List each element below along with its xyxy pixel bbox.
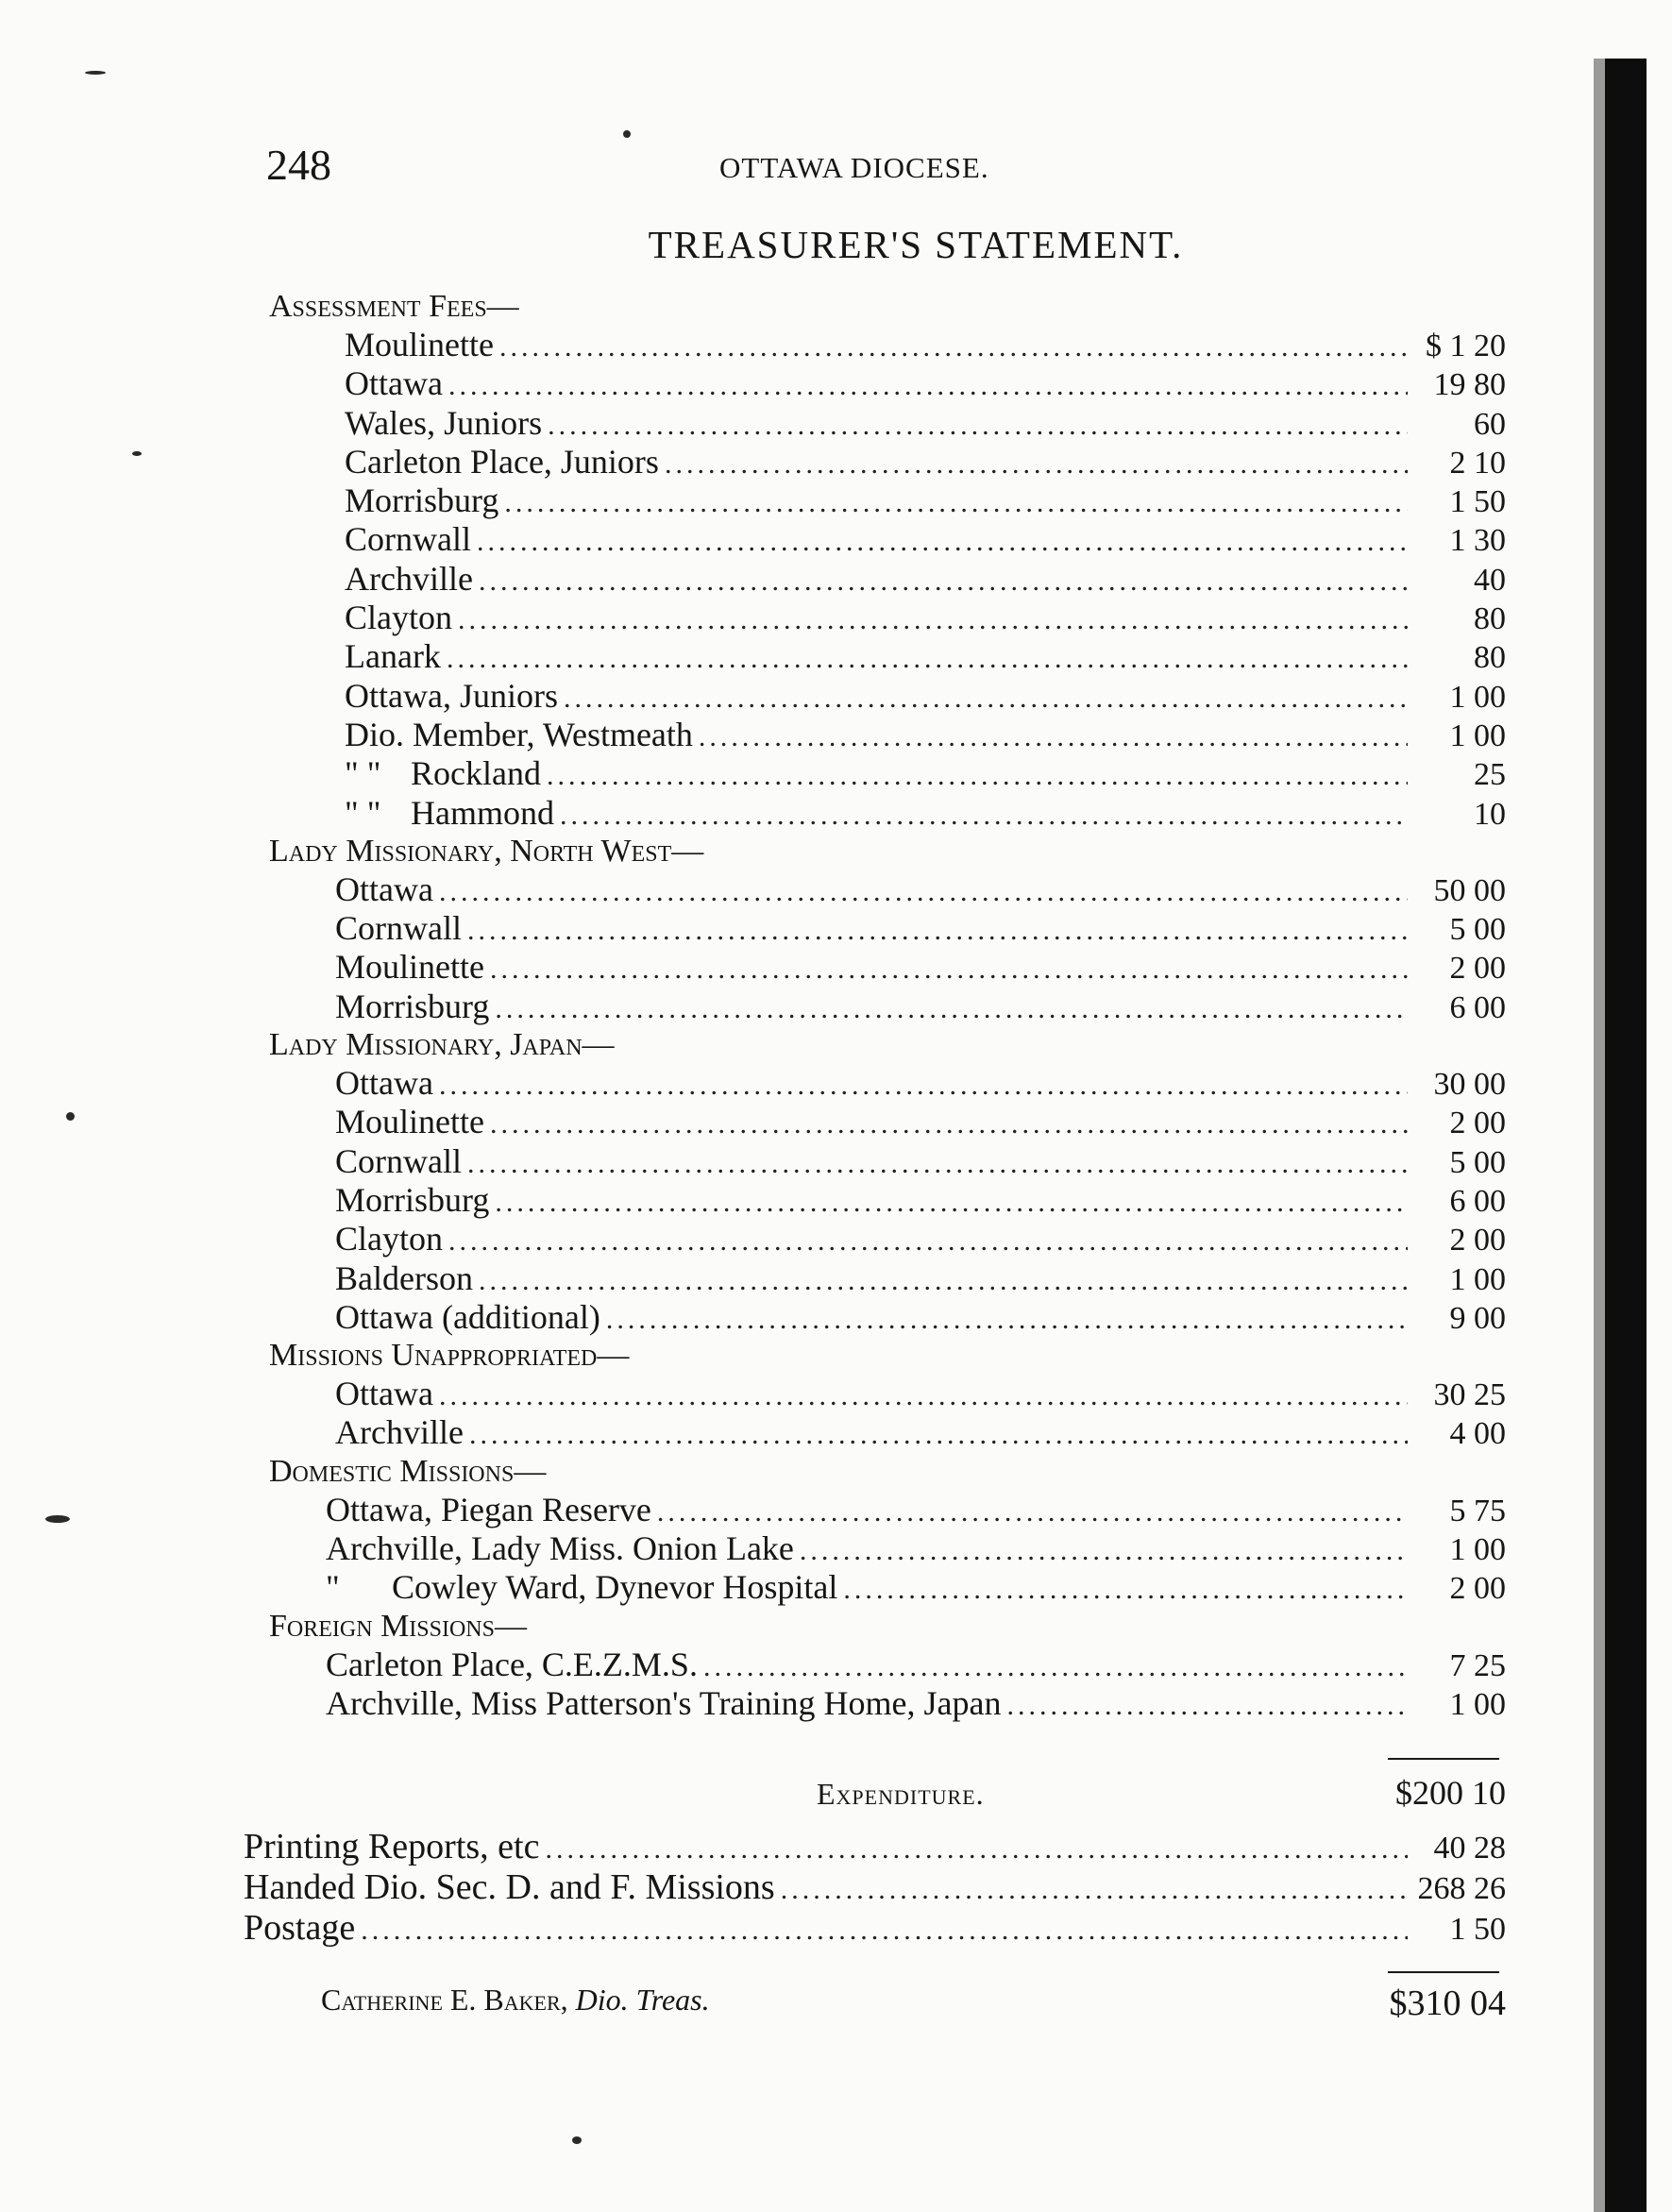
dot-leader xyxy=(490,1105,1408,1143)
ledger-row-amount: 19 80 xyxy=(1433,367,1506,403)
ledger-row-amount: 80 xyxy=(1474,601,1506,637)
dot-leader xyxy=(447,639,1408,678)
treasurer-signature xyxy=(321,1983,710,2018)
ledger-row-amount: 2 00 xyxy=(1449,1571,1506,1607)
dot-leader xyxy=(1006,1686,1408,1725)
ledger-row xyxy=(260,1491,1506,1529)
grand-total: $310 04 xyxy=(1389,1984,1506,2023)
ledger-row-label: Morrisburg xyxy=(335,1180,490,1219)
ledger-row-label: Ottawa xyxy=(335,1375,433,1413)
ledger-row-amount: 268 26 xyxy=(1417,1871,1506,1906)
ledger-row-amount: 2 10 xyxy=(1449,445,1506,481)
ledger-row-amount: 30 25 xyxy=(1433,1377,1506,1413)
dot-leader xyxy=(657,1493,1408,1531)
ledger-row-label: Wales, Juniors xyxy=(345,403,543,442)
ledger-row xyxy=(260,637,1506,676)
ledger-row-label: Archville xyxy=(335,1413,464,1452)
treasurer-name: Catherine E. Baker, xyxy=(321,1983,568,2017)
ledger-row xyxy=(260,1298,1506,1337)
receipts-ledger xyxy=(260,288,1506,1723)
ledger-row xyxy=(260,1220,1506,1258)
ledger-row-label: Clayton xyxy=(335,1220,443,1258)
ledger-row-amount: 40 xyxy=(1474,562,1506,598)
ledger-row-amount: 5 75 xyxy=(1449,1493,1506,1528)
ledger-row-label: Moulinette xyxy=(335,1103,484,1141)
ledger-row-amount: 7 25 xyxy=(1449,1647,1506,1683)
ink-speck xyxy=(132,451,142,456)
ledger-row-amount: 9 00 xyxy=(1449,1300,1506,1336)
ledger-row xyxy=(260,716,1506,754)
page-number: 248 xyxy=(266,141,331,189)
dot-leader xyxy=(499,328,1408,366)
ledger-row-label: Postage xyxy=(244,1908,356,1948)
ledger-row-amount: 1 50 xyxy=(1449,484,1506,520)
dot-leader xyxy=(703,1647,1408,1686)
ledger-row-amount: 6 00 xyxy=(1449,989,1506,1025)
ledger-row xyxy=(260,988,1506,1026)
dot-leader xyxy=(490,950,1408,988)
dot-leader xyxy=(467,1144,1408,1183)
statement-title: TREASURER'S STATEMENT. xyxy=(648,223,1184,266)
ledger-row-amount: $ 1 20 xyxy=(1426,329,1506,363)
ledger-row xyxy=(260,1529,1506,1568)
ledger-row-amount: 1 00 xyxy=(1449,1686,1506,1722)
ledger-row-label: Clayton xyxy=(345,599,452,637)
ledger-row-label: Archville xyxy=(345,559,473,598)
expenditure-heading: Expenditure. xyxy=(817,1777,985,1811)
dot-leader xyxy=(458,600,1408,639)
ledger-row-amount: 2 00 xyxy=(1449,1223,1506,1258)
subtotal-rule xyxy=(1388,1758,1499,1760)
dot-leader xyxy=(665,445,1408,483)
ledger-row xyxy=(260,794,1506,833)
ledger-row-label-text: Hammond xyxy=(411,793,554,832)
ledger-row-label xyxy=(326,1568,837,1607)
ledger-row xyxy=(260,481,1506,520)
dot-leader xyxy=(479,562,1408,600)
ledger-row xyxy=(244,1908,1506,1949)
ledger-row xyxy=(260,677,1506,716)
ledger-row xyxy=(260,1259,1506,1298)
dot-leader xyxy=(361,1910,1408,1950)
ledger-row-amount: 25 xyxy=(1474,757,1506,793)
ledger-row-label: Cornwall xyxy=(345,520,471,559)
ledger-row-label: Ottawa, Piegan Reserve xyxy=(326,1490,651,1528)
dot-leader xyxy=(843,1570,1408,1609)
ledger-row-amount: 2 00 xyxy=(1449,1106,1506,1141)
ledger-row xyxy=(260,909,1506,948)
ledger-row xyxy=(260,443,1506,481)
ledger-row-label: Morrisburg xyxy=(335,987,490,1025)
ledger-row-amount: 2 00 xyxy=(1449,951,1506,987)
dot-leader xyxy=(467,911,1408,950)
ledger-row-label: Ottawa xyxy=(335,1064,433,1103)
ledger-row xyxy=(260,870,1506,909)
ledger-row-amount: 1 00 xyxy=(1449,1261,1506,1297)
dot-leader xyxy=(545,1829,1408,1869)
ledger-row-label xyxy=(345,794,554,833)
dot-leader xyxy=(800,1531,1408,1570)
ledger-row-amount: 30 00 xyxy=(1433,1067,1506,1103)
ledger-row-amount: 50 00 xyxy=(1433,872,1506,908)
ledger-row xyxy=(260,1684,1506,1723)
ledger-row xyxy=(260,326,1506,364)
ledger-row xyxy=(260,1413,1506,1452)
ledger-row xyxy=(260,1375,1506,1413)
ledger-row-amount: 1 30 xyxy=(1449,523,1506,559)
dot-leader xyxy=(564,679,1408,718)
ledger-row-label: Carleton Place, C.E.Z.M.S. xyxy=(326,1645,698,1683)
ditto-mark: " " xyxy=(345,754,381,793)
ledger-row-amount: 4 00 xyxy=(1449,1416,1506,1452)
ledger-row-amount: 1 00 xyxy=(1449,1532,1506,1568)
ledger-row-label: Dio. Member, Westmeath xyxy=(345,715,693,753)
ledger-row-amount: 40 28 xyxy=(1433,1831,1506,1866)
ledger-row xyxy=(260,364,1506,403)
dot-leader xyxy=(495,1183,1408,1222)
section-heading: Assessment Fees— xyxy=(269,289,519,324)
ink-speck xyxy=(66,1112,75,1121)
running-head: OTTAWA DIOCESE. xyxy=(719,151,989,184)
ledger-row-label: Moulinette xyxy=(345,326,494,363)
dot-leader xyxy=(439,872,1408,911)
ledger-row-amount: 1 00 xyxy=(1449,679,1506,715)
ink-speck xyxy=(45,1515,70,1523)
ledger-row-amount: 5 00 xyxy=(1449,912,1506,948)
ledger-row-label: Moulinette xyxy=(335,948,484,987)
dot-leader xyxy=(548,406,1408,445)
section-heading: Domestic Missions— xyxy=(269,1453,547,1489)
treasurer-role: Dio. Treas. xyxy=(575,1983,710,2017)
section-heading: Foreign Missions— xyxy=(269,1608,527,1644)
ledger-row xyxy=(260,1646,1506,1684)
expenditure-ledger xyxy=(244,1827,1506,1949)
ledger-row-amount: 80 xyxy=(1474,640,1506,676)
ledger-row-label: Archville, Miss Patterson's Training Home, Japan xyxy=(326,1683,1002,1722)
ledger-row xyxy=(260,1568,1506,1607)
dot-leader xyxy=(448,366,1408,405)
dot-leader xyxy=(699,718,1408,756)
ledger-row xyxy=(260,948,1506,987)
receipts-total: $200 10 xyxy=(1395,1774,1506,1812)
ledger-row xyxy=(260,1181,1506,1220)
dot-leader xyxy=(448,1222,1408,1260)
dot-leader xyxy=(469,1415,1408,1454)
ledger-row-label xyxy=(345,754,541,793)
ledger-row xyxy=(260,520,1506,559)
ledger-row xyxy=(260,754,1506,793)
ledger-row-label: Cornwall xyxy=(335,909,462,948)
ledger-row-label: Cornwall xyxy=(335,1141,462,1180)
ledger-row-label: Balderson xyxy=(335,1258,473,1297)
ledger-row-label: Archville, Lady Miss. Onion Lake xyxy=(326,1529,794,1568)
dot-leader xyxy=(477,522,1408,561)
section-heading: Missions Unappropriated— xyxy=(269,1338,630,1374)
page-edge-shadow xyxy=(1594,59,1605,2212)
ledger-row-label: Lanark xyxy=(345,637,441,676)
ditto-mark: " xyxy=(326,1568,340,1607)
ditto-mark: " " xyxy=(345,793,381,832)
ledger-row xyxy=(260,1142,1506,1181)
dot-leader xyxy=(495,989,1408,1028)
dot-leader xyxy=(781,1869,1408,1910)
ledger-row-amount: 1 00 xyxy=(1449,718,1506,753)
section-heading: Lady Missionary, Japan— xyxy=(269,1027,615,1063)
grand-total-rule xyxy=(1388,1971,1499,1973)
ledger-row-amount: 5 00 xyxy=(1449,1144,1506,1180)
ledger-row xyxy=(260,1103,1506,1141)
page-header xyxy=(266,140,1494,196)
ink-speck xyxy=(572,2136,582,2144)
ledger-row xyxy=(260,404,1506,443)
ledger-row-label: Morrisburg xyxy=(345,481,499,520)
ledger-row-label: Handed Dio. Sec. D. and F. Missions xyxy=(244,1867,775,1907)
ledger-row-amount: 10 xyxy=(1474,796,1506,832)
dot-leader xyxy=(547,756,1408,795)
page-edge-bar xyxy=(1605,59,1647,2212)
ink-speck xyxy=(623,130,631,138)
dot-leader xyxy=(439,1066,1408,1105)
dot-leader xyxy=(560,796,1408,835)
dot-leader xyxy=(504,483,1408,522)
ledger-row-label-text: Cowley Ward, Dynevor Hospital xyxy=(392,1568,838,1607)
ledger-row-label-text: Rockland xyxy=(411,754,541,793)
ledger-row-amount: 1 50 xyxy=(1449,1912,1506,1947)
ink-speck xyxy=(85,71,106,75)
ledger-row-label: Ottawa, Juniors xyxy=(345,676,558,715)
ledger-row-label: Printing Reports, etc xyxy=(244,1827,540,1866)
ledger-row xyxy=(244,1867,1506,1908)
ledger-row-label: Ottawa xyxy=(345,364,443,403)
ledger-row xyxy=(260,560,1506,599)
ledger-row-label: Carleton Place, Juniors xyxy=(345,442,659,481)
ledger-row-amount: 6 00 xyxy=(1449,1183,1506,1219)
ledger-row xyxy=(244,1827,1506,1867)
ledger-row xyxy=(260,599,1506,637)
ledger-row xyxy=(260,1064,1506,1103)
ledger-row-amount: 60 xyxy=(1474,406,1506,442)
ledger-row-label: Ottawa xyxy=(335,870,433,908)
dot-leader xyxy=(439,1376,1408,1415)
ledger-row-label: Ottawa (additional) xyxy=(335,1297,600,1336)
dot-leader xyxy=(606,1300,1408,1339)
section-heading: Lady Missionary, North West— xyxy=(269,833,704,869)
dot-leader xyxy=(479,1261,1408,1300)
